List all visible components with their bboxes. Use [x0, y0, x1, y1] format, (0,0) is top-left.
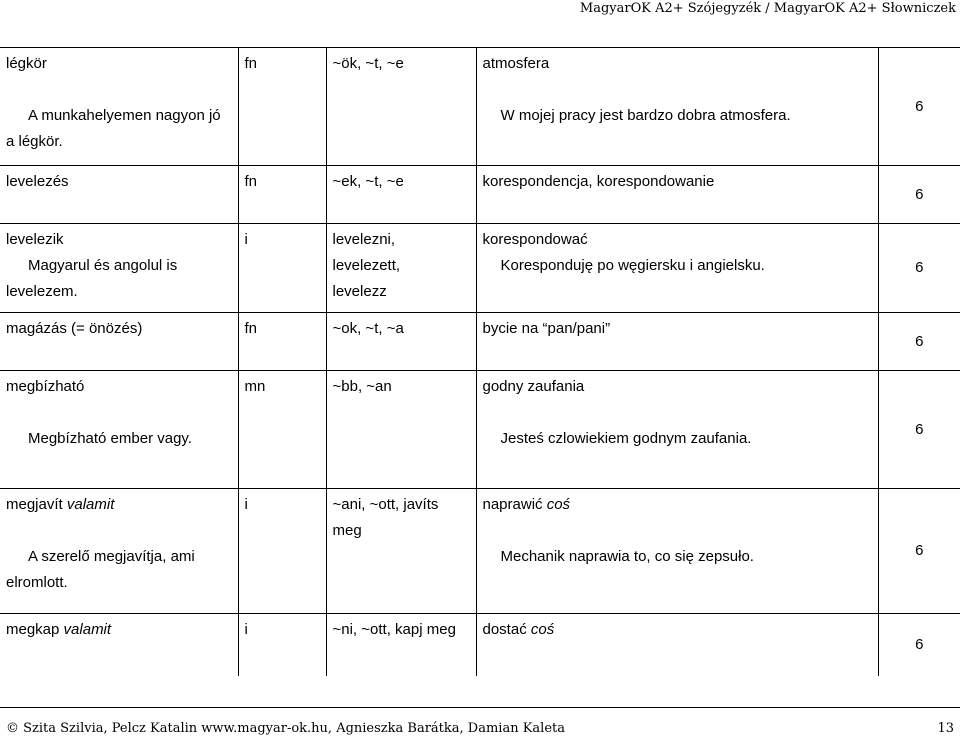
hungarian-word: megjavít — [6, 496, 63, 513]
part-of-speech: fn — [244, 55, 258, 72]
table-row — [0, 48, 960, 166]
lesson-number: 6 — [915, 635, 924, 653]
table-row — [0, 371, 960, 489]
page-header: MagyarOK A2+ Szójegyzék / MagyarOK A2+ Słowniczek — [579, 1, 956, 16]
part-of-speech: i — [244, 231, 248, 248]
forms-cell — [326, 614, 476, 676]
hungarian-word: levelezés — [6, 173, 69, 190]
hungarian-cell — [0, 371, 238, 489]
table-row — [0, 224, 960, 313]
pos-cell — [238, 48, 326, 166]
word-forms: ~ni, ~ott, kapj meg — [332, 621, 456, 638]
part-of-speech: fn — [244, 173, 258, 190]
hungarian-example: A munkahelyemen nagyon jó a légkör. — [6, 107, 221, 150]
lesson-number: 6 — [915, 259, 924, 276]
polish-cell — [476, 166, 878, 224]
footer-rule — [0, 707, 960, 708]
lesson-cell — [878, 166, 960, 224]
part-of-speech: fn — [244, 320, 258, 337]
table-row — [0, 313, 960, 371]
polish-translation: godny zaufania — [482, 378, 585, 395]
table-row — [0, 489, 960, 614]
part-of-speech: i — [244, 621, 248, 638]
hungarian-example: Magyarul és angolul is levelezem. — [6, 257, 178, 300]
hungarian-cell — [0, 166, 238, 224]
hungarian-object: valamit — [66, 496, 115, 513]
forms-cell — [326, 371, 476, 489]
pos-cell — [238, 614, 326, 676]
hungarian-word: levelezik — [6, 231, 64, 248]
polish-translation: dostać — [482, 621, 527, 638]
word-forms: ~ek, ~t, ~e — [332, 173, 404, 190]
hungarian-cell — [0, 614, 238, 676]
lesson-cell — [878, 313, 960, 371]
word-forms: levelezni, levelezett, levelezz — [332, 231, 401, 300]
lesson-cell — [878, 48, 960, 166]
polish-object: coś — [546, 496, 571, 513]
part-of-speech: mn — [244, 378, 266, 395]
lesson-number: 6 — [915, 332, 924, 350]
polish-translation: bycie na “pan/pani” — [482, 320, 611, 337]
pos-cell — [238, 371, 326, 489]
lesson-cell — [878, 489, 960, 614]
polish-cell — [476, 614, 878, 676]
word-forms: ~bb, ~an — [332, 378, 392, 395]
polish-example: Koresponduję po węgiersku i angielsku. — [500, 257, 765, 274]
polish-cell — [476, 224, 878, 313]
lesson-number: 6 — [915, 420, 924, 438]
lesson-number: 6 — [915, 185, 924, 203]
forms-cell — [326, 313, 476, 371]
pos-cell — [238, 224, 326, 313]
hungarian-word: megkap — [6, 621, 60, 638]
word-forms: ~ök, ~t, ~e — [332, 55, 404, 72]
page-number: 13 — [937, 720, 954, 736]
lesson-cell — [878, 224, 960, 313]
hungarian-cell — [0, 489, 238, 614]
lesson-cell — [878, 614, 960, 676]
hungarian-cell — [0, 313, 238, 371]
word-forms: ~ok, ~t, ~a — [332, 320, 404, 337]
hungarian-object: valamit — [63, 621, 112, 638]
hungarian-word: magázás (= önözés) — [6, 320, 143, 337]
hungarian-cell — [0, 48, 238, 166]
polish-cell — [476, 371, 878, 489]
pos-cell — [238, 166, 326, 224]
table-row — [0, 614, 960, 676]
page-footer — [6, 717, 954, 739]
pos-cell — [238, 313, 326, 371]
polish-cell — [476, 313, 878, 371]
table-row — [0, 166, 960, 224]
footer-credits: © Szita Szilvia, Pelcz Katalin www.magyar-ok.hu, Agnieszka Barátka, Damian Kaleta — [6, 720, 565, 736]
word-forms: ~ani, ~ott, javíts meg — [332, 496, 439, 539]
hungarian-example: A szerelő megjavítja, ami elromlott. — [6, 548, 195, 591]
polish-cell — [476, 48, 878, 166]
polish-translation: naprawić — [482, 496, 543, 513]
part-of-speech: i — [244, 496, 248, 513]
vocabulary-table — [0, 47, 960, 676]
pos-cell — [238, 489, 326, 614]
polish-translation: atmosfera — [482, 55, 550, 72]
hungarian-cell — [0, 224, 238, 313]
forms-cell — [326, 48, 476, 166]
polish-example: W mojej pracy jest bardzo dobra atmosfera. — [500, 107, 791, 124]
polish-translation: korespondować — [482, 231, 588, 248]
lesson-number: 6 — [915, 97, 924, 115]
polish-example: Jesteś czlowiekiem godnym zaufania. — [500, 430, 752, 447]
lesson-number: 6 — [915, 542, 924, 559]
polish-example: Mechanik naprawia to, co się zepsuło. — [500, 548, 754, 565]
forms-cell — [326, 166, 476, 224]
hungarian-word: megbízható — [6, 378, 85, 395]
forms-cell — [326, 224, 476, 313]
hungarian-word: légkör — [6, 55, 47, 72]
lesson-cell — [878, 371, 960, 489]
forms-cell — [326, 489, 476, 614]
polish-translation: korespondencja, korespondowanie — [482, 173, 715, 190]
polish-cell — [476, 489, 878, 614]
hungarian-example: Megbízható ember vagy. — [28, 430, 192, 447]
polish-object: coś — [530, 621, 555, 638]
